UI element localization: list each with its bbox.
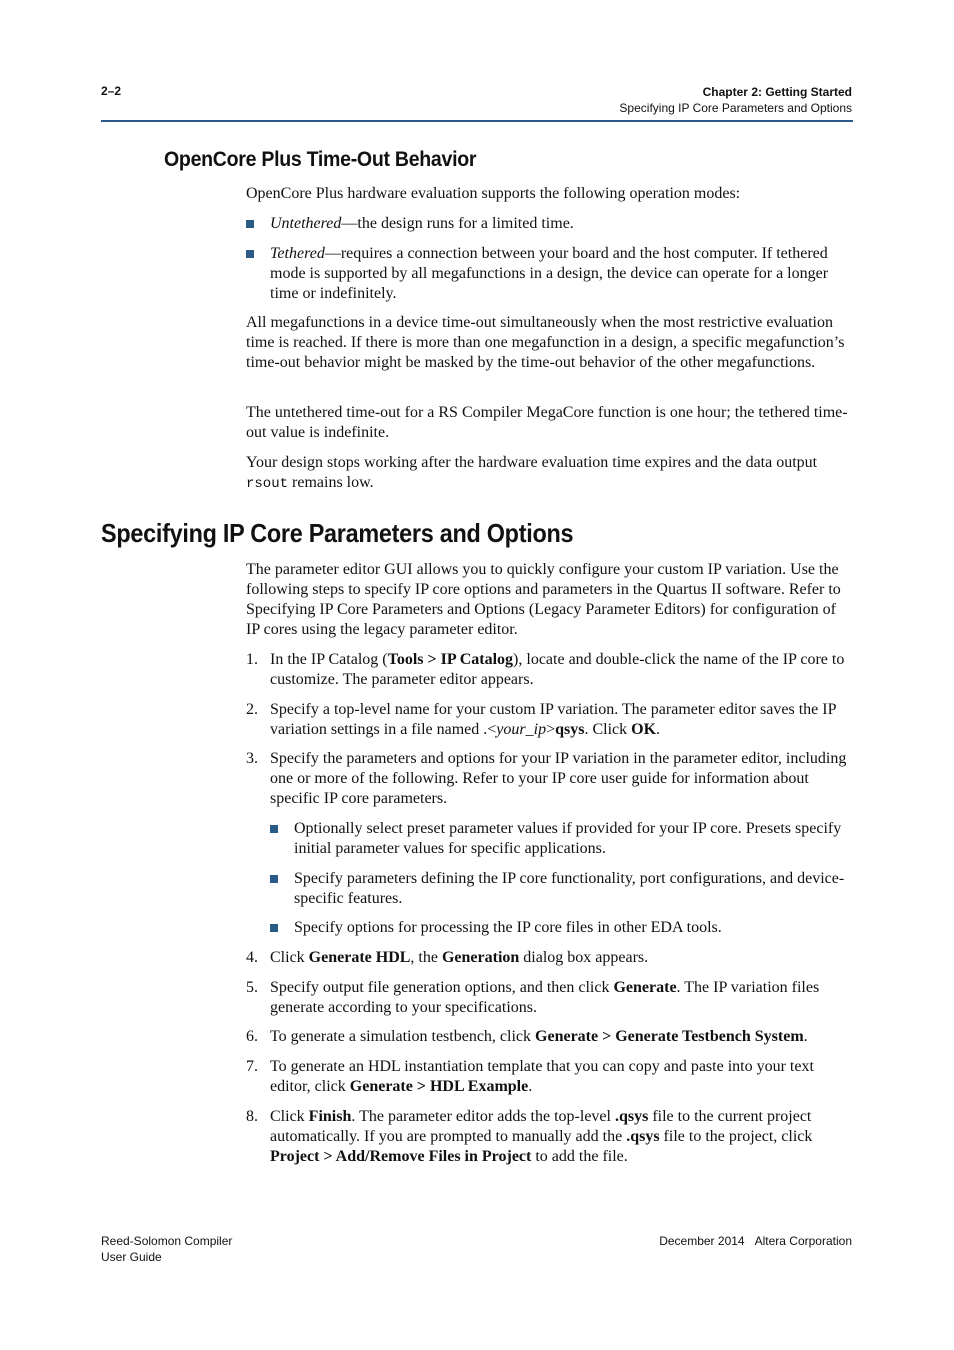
bullet-square-icon	[270, 924, 278, 932]
section-title: Specifying IP Core Parameters and Options	[619, 101, 852, 115]
step-text: .	[803, 1028, 808, 1045]
step-number: 1.	[246, 651, 258, 668]
step-item	[246, 1027, 853, 1047]
button-name: Generate HDL	[308, 949, 411, 966]
step-item	[246, 650, 853, 690]
step-text: dialog box appears.	[519, 949, 649, 966]
list-item	[246, 214, 853, 234]
step-text: Specify a top-level name for your custom IP variation. The parameter editor saves the IP variation settings in a file named .<	[270, 701, 836, 738]
step-text: ), locate and double-click the name of the IP core to customize. The parameter editor appears.	[270, 651, 845, 688]
step-text: file to the current project automatically. If you are prompted to manually add the	[270, 1108, 812, 1145]
step-text: To generate an HDL instantiation template that you can copy and paste into your text editor, click	[270, 1058, 814, 1095]
bullet-square-icon	[270, 825, 278, 833]
button-name: Finish	[308, 1108, 352, 1125]
page-number: 2–2	[101, 84, 122, 98]
step-item	[246, 1107, 853, 1167]
footer-publisher	[659, 1233, 852, 1249]
para-text: remains low.	[288, 474, 374, 491]
menu-path: Generate > Generate Testbench System	[535, 1028, 804, 1045]
step-item	[246, 1057, 853, 1097]
chapter-title: Chapter 2: Getting Started	[702, 85, 852, 99]
bullet-term: Untethered	[270, 215, 342, 232]
bullet-square-icon	[270, 875, 278, 883]
list-item	[270, 819, 853, 859]
menu-path: Tools > IP Catalog	[387, 651, 514, 668]
step-text: To generate a simulation testbench, click	[270, 1028, 536, 1045]
params-heading: Specifying IP Core Parameters and Options	[101, 518, 574, 548]
opencore-intro: OpenCore Plus hardware evaluation supports the following operation modes:	[246, 185, 741, 202]
step-text: In the IP Catalog (	[270, 651, 388, 668]
step-item	[246, 700, 853, 740]
step-number: 5.	[246, 979, 258, 996]
step-number: 7.	[246, 1058, 258, 1075]
dialog-name: Generation	[441, 949, 520, 966]
publish-date: December 2014	[659, 1234, 745, 1248]
step-number: 8.	[246, 1108, 258, 1125]
bullet-text: Specify options for processing the IP core files in other EDA tools.	[294, 919, 722, 936]
step-item	[246, 749, 853, 809]
opencore-heading: OpenCore Plus Time-Out Behavior	[164, 148, 477, 171]
bullet-text: Optionally select preset parameter values if provided for your IP core. Presets specify initial parameter values for specific applications.	[294, 820, 842, 857]
step-text: Specify the parameters and options for your IP variation in the parameter editor, including one or more of the following. Refer to your IP core user guide for information about specific IP core parameters.	[270, 750, 847, 807]
opencore-paragraph-2: The untethered time-out for a RS Compiler MegaCore function is one hour; the tethered time-out value is indefinite.	[246, 404, 848, 441]
list-item	[270, 918, 853, 938]
step-number: 2.	[246, 701, 258, 718]
bullet-text: Specify parameters defining the IP core functionality, port configurations, and device-specific features.	[294, 870, 845, 907]
list-item	[270, 869, 853, 909]
step-item	[246, 948, 853, 968]
button-name: OK	[631, 721, 657, 738]
step-text: , the	[410, 949, 442, 966]
bullet-square-icon	[246, 220, 254, 228]
step-text: .	[528, 1078, 533, 1095]
file-extension: .qsys	[626, 1128, 660, 1145]
button-name: Generate	[613, 979, 677, 996]
header-rule	[101, 120, 853, 122]
step-text: Click	[270, 949, 309, 966]
step-text: . Click	[584, 721, 632, 738]
step-text: . The IP variation files generate according to your specifications.	[270, 979, 820, 1016]
doc-title: Reed-Solomon Compiler	[101, 1234, 233, 1248]
footer-doc-info	[101, 1233, 232, 1265]
file-extension: .qsys	[614, 1108, 649, 1125]
step-text: . The parameter editor adds the top-level	[351, 1108, 615, 1125]
step-text: Click	[270, 1108, 309, 1125]
doc-type: User Guide	[101, 1250, 162, 1264]
step-text: >	[546, 721, 556, 738]
params-intro: The parameter editor GUI allows you to quickly configure your custom IP variation. Use the following steps to specify IP core options and parameters in the Quartus II software. Refer to Specifying IP Core Parameters and Options (Legacy Parameter Editors) for configuration of IP cores using the legacy parameter editor.	[246, 561, 841, 638]
company-name: Altera Corporation	[754, 1234, 852, 1248]
bullet-term: Tethered	[270, 245, 325, 262]
step-text: Specify output file generation options, and then click	[270, 979, 614, 996]
running-header	[619, 84, 852, 116]
menu-path: Project > Add/Remove Files in Project	[270, 1148, 532, 1165]
menu-path: Generate > HDL Example	[349, 1078, 529, 1095]
step-number: 4.	[246, 949, 258, 966]
placeholder-name: your_ip	[496, 721, 547, 738]
signal-name: rsout	[246, 476, 289, 492]
step-number: 6.	[246, 1028, 258, 1045]
step-text: file to the project, click	[659, 1128, 813, 1145]
list-item	[246, 244, 853, 304]
para-text: Your design stops working after the hardware evaluation time expires and the data output	[246, 454, 818, 471]
opencore-paragraph-3	[246, 453, 853, 494]
bullet-square-icon	[246, 250, 254, 258]
bullet-text: —the design runs for a limited time.	[341, 215, 574, 232]
step-text: .	[656, 721, 661, 738]
step-number: 3.	[246, 750, 258, 767]
opencore-paragraph-1: All megafunctions in a device time-out simultaneously when the most restrictive evaluation time is reached. If there is more than one megafunction in a design, a specific megafunction’s time-out behavior might be masked by the time-out behavior of the other megafunctions.	[246, 314, 845, 371]
step-text: to add the file.	[531, 1148, 628, 1165]
step-item	[246, 978, 853, 1018]
file-extension: qsys	[555, 721, 585, 738]
bullet-text: —requires a connection between your board and the host computer. If tethered mode is supported by all megafunctions in a design, the device can operate for a longer time or indefinitely.	[270, 245, 829, 302]
